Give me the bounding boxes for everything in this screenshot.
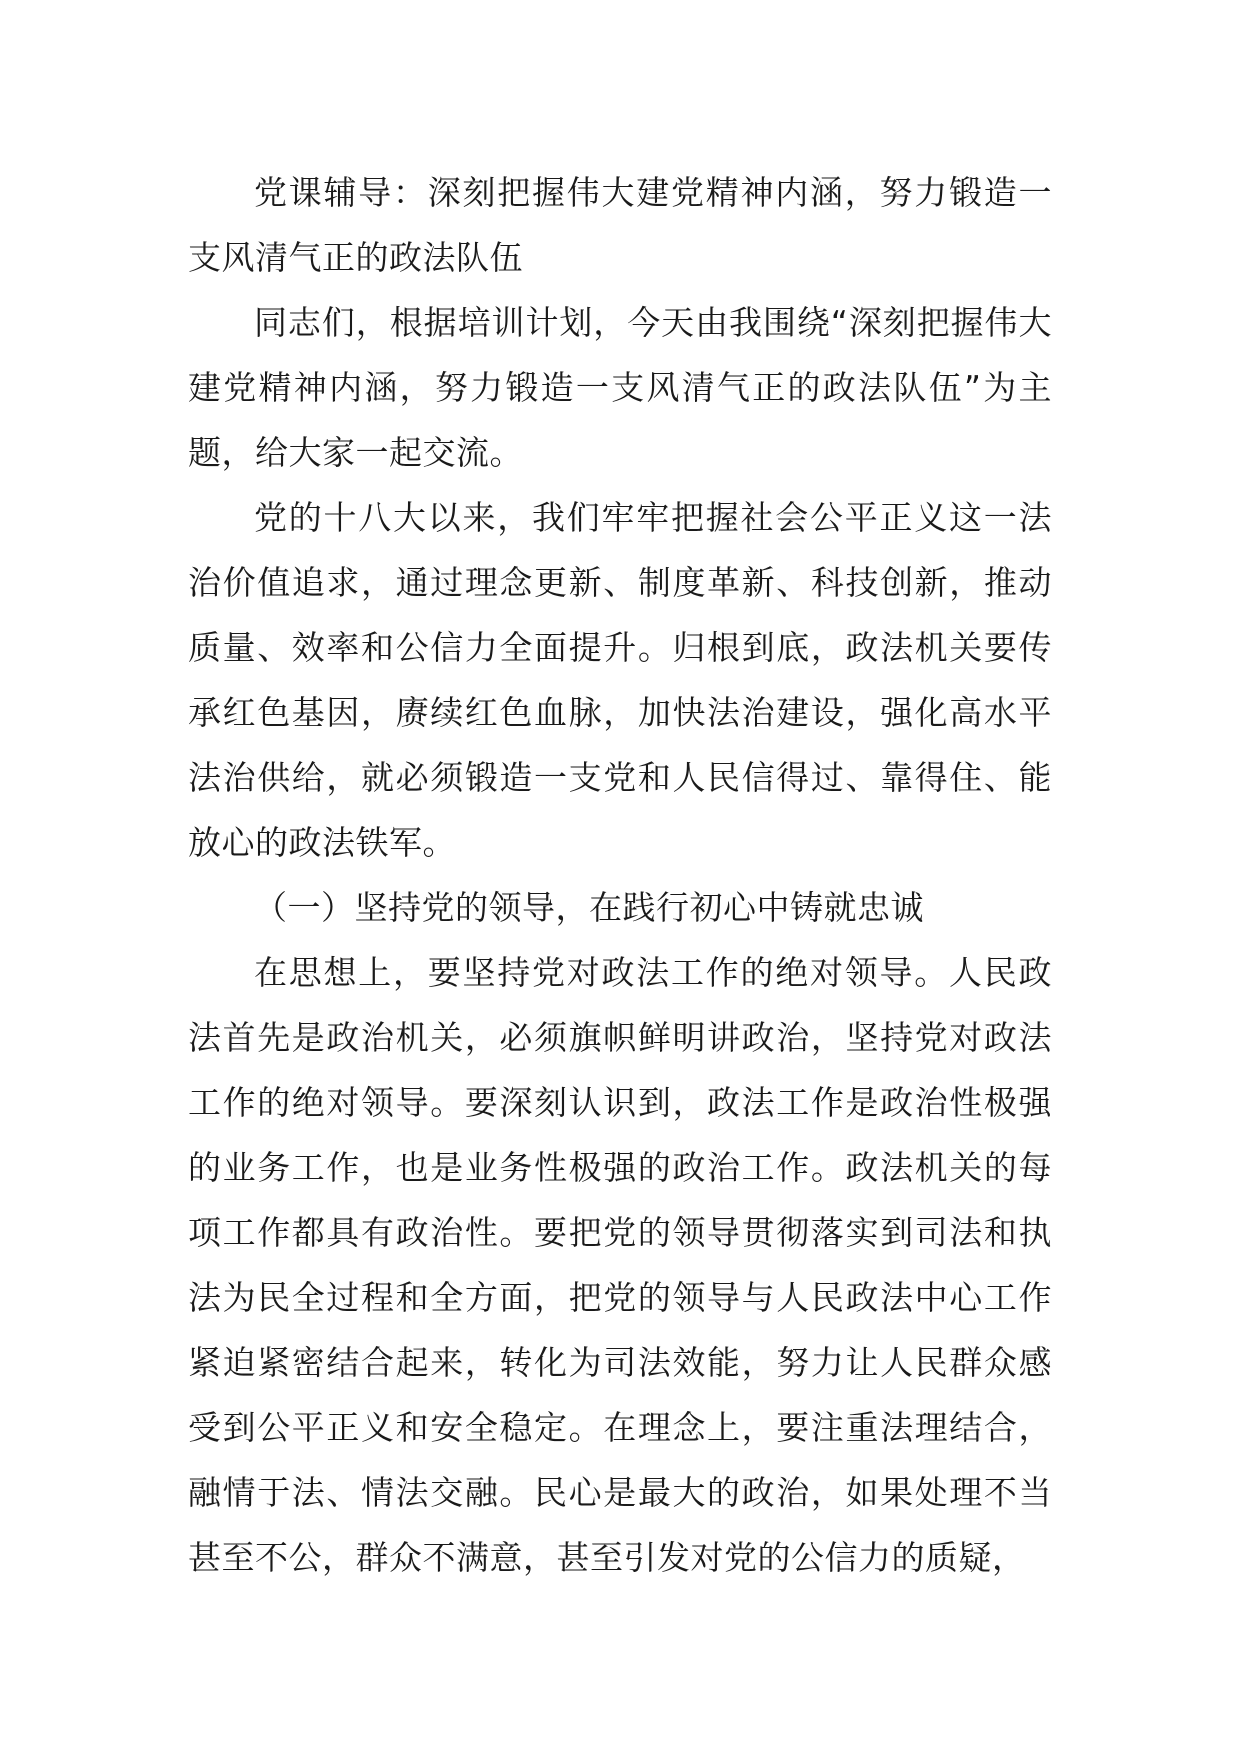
paragraph-intro: 同志们，根据培训计划，今天由我围绕“深刻把握伟大建党精神内涵，努力锻造一支风清气正的政法队伍”为主题，给大家一起交流。 <box>188 303 1052 472</box>
section-paragraph: 在思想上，要坚持党对政法工作的绝对领导。人民政法首先是政治机关，必须旗帜鲜明讲政治，坚持党对政法工作的绝对领导。要深刻认识到，政法工作是政治性极强的业务工作，也是业务性极强的政治工作。政法机关的每项工作都具有政治性。要把党的领导贯彻落实到司法和执法为民全过程和全方面，把党的领导与人民政法中心工作紧迫紧密结合起来，转化为司法效能，努力让人民群众感受到公平正义和安全稳定。在理念上，要注重法理结合，融情于法、情法交融。民心是最大的政治，如果处理不当甚至不公，群众不满意，甚至引发对党的公信力的质疑， <box>188 953 1052 1577</box>
section-heading: （一）坚持党的领导，在践行初心中铸就忠诚 <box>254 888 924 927</box>
paragraph-background: 党的十八大以来，我们牢牢把握社会公平正义这一法治价值追求，通过理念更新、制度革新、科技创新，推动质量、效率和公信力全面提升。归根到底，政法机关要传承红色基因，赓续红色血脉，加快法治建设，强化高水平法治供给，就必须锻造一支党和人民信得过、靠得住、能放心的政法铁军。 <box>188 498 1052 862</box>
document-title: 党课辅导：深刻把握伟大建党精神内涵，努力锻造一支风清气正的政法队伍 <box>188 173 1052 277</box>
